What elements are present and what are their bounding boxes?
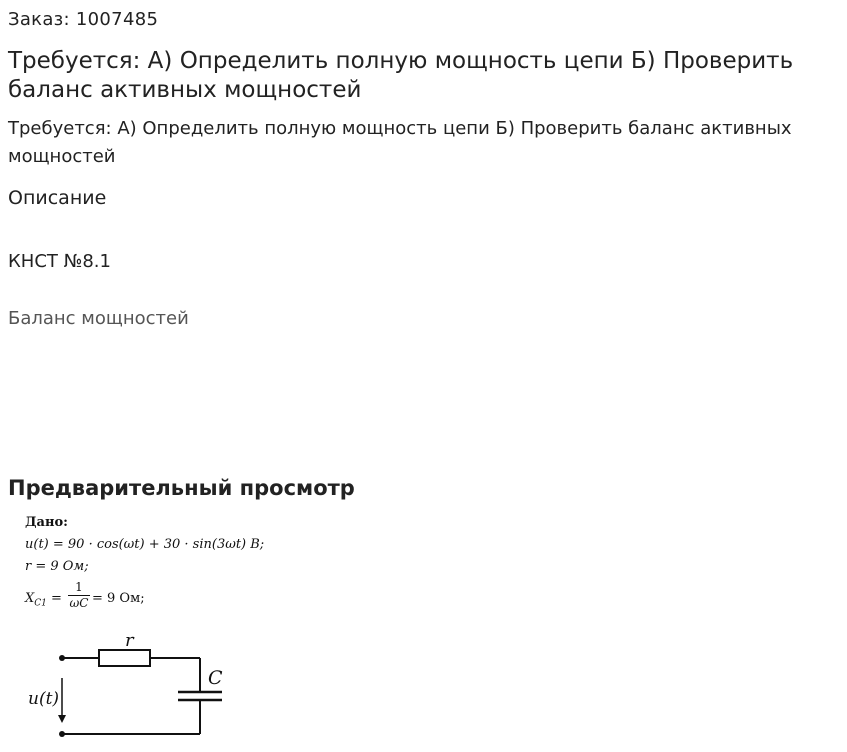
reactance-fraction [68,580,90,611]
circuit-diagram [22,622,262,746]
reactance-equation [25,591,62,609]
preview-header: Предварительный просмотр [8,476,355,500]
task-code: КНСТ №8.1 [8,251,111,272]
page-title: Требуется: А) Определить полную мощность цепи Б) Проверить баланс активных мощностей [8,48,794,103]
preview-image [22,514,322,746]
order-number: Заказ: 1007485 [8,9,159,30]
voltage-equation: u(t) = 90 · cos(ωt) + 30 · sin(3ωt) B; [25,537,265,552]
description-header: Описание [8,187,107,209]
fraction-numerator: 1 [68,580,90,596]
reactance-subscript: C1 [34,598,47,609]
fraction-denominator: ωC [69,596,89,610]
given-label: Дано: [25,515,68,530]
capacitor-label: C [208,667,223,689]
equals-sign: = [46,591,62,606]
task-subtitle: Баланс мощностей [8,308,189,329]
terminal-bottom [59,731,65,737]
reactance-symbol: X [25,591,35,606]
resistor [99,650,150,666]
resistor-label: r [125,630,134,651]
resistance-equation: r = 9 Ом; [25,559,89,574]
source-label: u(t) [28,689,60,709]
reactance-value: = 9 Ом; [92,591,145,606]
task-description: Требуется: А) Определить полную мощность цепи Б) Проверить баланс активных мощностей [8,118,792,167]
